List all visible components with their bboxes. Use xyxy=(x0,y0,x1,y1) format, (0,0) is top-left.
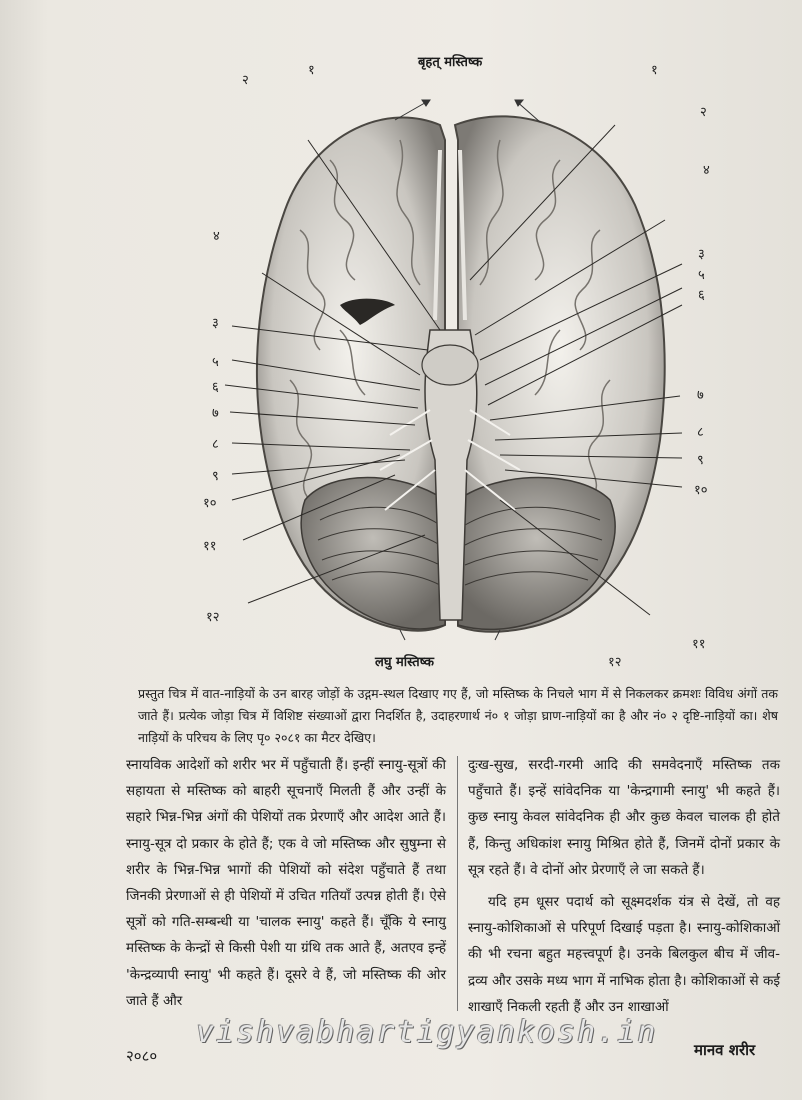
left-label-6: ६ xyxy=(212,380,219,395)
right-column xyxy=(468,752,780,1020)
right-label-6: ६ xyxy=(698,288,705,303)
left-label-11: ११ xyxy=(203,539,217,554)
figure-caption xyxy=(138,683,778,749)
figure-top-title: बृहत् मस्तिष्क xyxy=(418,55,483,70)
right-label-2: २ xyxy=(700,105,707,120)
left-label-8: ८ xyxy=(212,437,219,452)
left-label-12: १२ xyxy=(206,610,220,625)
right-label-12: १२ xyxy=(608,655,622,670)
right-column-paragraph-2: यदि हम धूसर पदार्थ को सूक्ष्मदर्शक यंत्र से देखें, तो वह स्नायु-कोशिकाओं से परिपूर्ण दिखाई पड़ता है। स्नायु-कोशिकाओं की भी रचना बहुत महत्त्वपूर्ण है। उनके बिलकुल बीच में जीव-द्रव्य और उसके मध्य भाग में नाभिक होता है। कोशिकाओं से कई शाखाएँ निकली रहती हैं और उन शाखाओं xyxy=(468,894,780,1015)
left-label-7: ७ xyxy=(212,406,219,421)
right-label-3: ४ xyxy=(703,163,710,178)
right-label-8: ८ xyxy=(697,425,704,440)
left-label-9: ९ xyxy=(212,469,219,484)
page-number: २०८० xyxy=(126,1047,158,1065)
right-label-1: १ xyxy=(651,63,658,78)
left-label-1: २ xyxy=(242,73,249,88)
book-title: मानव शरीर xyxy=(694,1041,756,1059)
column-divider xyxy=(457,756,458,1011)
right-column-paragraph-1: दुःख-सुख, सरदी-गरमी आदि की समवेदनाएँ मस्तिष्क तक पहुँचाते हैं। इन्हें सांवेदनिक या 'केन्द्रगामी स्नायु' भी कहते हैं। कुछ स्नायु केवल सांवेदनिक ही और कुछ केवल चालक ही होते हैं, किन्तु अधिकांश स्नायु मिश्रित होते हैं, जिनमें दोनों प्रकार के सूत्र रहते हैं। वे दोनों ओर प्रेरणाएँ ले जा सकते हैं। xyxy=(468,757,780,878)
figure-bottom-title: लघु मस्तिष्क xyxy=(375,655,434,670)
caption-text: प्रस्तुत चित्र में वात-नाड़ियों के उन बारह जोड़ों के उद्गम-स्थल दिखाए गए हैं, जो मस्तिष्क के निचले भाग में से निकलकर क्रमशः विविध अंगों तक जाते हैं। प्रत्येक जोड़ा चित्र में विशिष्ट संख्याओं द्वारा निदर्शित है, उदाहरणार्थ नं० १ जोड़ा घ्राण-नाड़ियों का है और नं० २ दृष्टि-नाड़ियों का। शेष नाड़ियों के परिचय के लिए पृ० २०८१ का मैटर देखिए। xyxy=(138,686,778,745)
left-label-5: ५ xyxy=(212,355,219,370)
right-label-11: ११ xyxy=(692,637,706,652)
watermark: vishvabhartigyankosh.in xyxy=(196,1015,658,1050)
left-column-paragraph-1: स्नायविक आदेशों को शरीर भर में पहुँचाती हैं। इन्हीं स्नायु-सूत्रों की सहायता से मस्तिष्क को बाहरी सूचनाएँ मिलती हैं और उन्हीं के सहारे भिन्न-भिन्न अंगों की पेशियों तक प्रेरणाएँ और आदेश आते हैं। स्नायु-सूत्र दो प्रकार के होते हैं; एक वे जो मस्तिष्क और सुषुम्ना से शरीर के भिन्न-भिन्न भागों की पेशियों को संदेश पहुँचाते हैं तथा जिनकी प्रेरणाओं से ही पेशियों में उचित गतियाँ उत्पन्न होती हैं। ऐसे सूत्रों को गति-सम्बन्धी या 'चालक स्नायु' कहते हैं। चूँकि ये स्नायु मस्तिष्क के केन्द्रों से किसी पेशी या ग्रंथि तक आते हैं, अतएव इन्हें 'केन्द्रव्यापी स्नायु' भी कहते हैं। दूसरे वे हैं, जो मस्तिष्क की ओर जाते हैं और xyxy=(126,757,446,1009)
left-label-2: १ xyxy=(308,63,315,78)
right-label-10: १० xyxy=(694,483,708,498)
left-label-3: ४ xyxy=(213,229,220,244)
brain-figure xyxy=(0,30,802,680)
right-label-5: ५ xyxy=(698,268,705,283)
brain-illustration xyxy=(0,30,802,680)
right-label-4: ३ xyxy=(698,247,705,262)
left-label-10: १० xyxy=(203,496,217,511)
left-column xyxy=(126,752,446,1014)
left-label-4: ३ xyxy=(212,316,219,331)
right-label-9: ९ xyxy=(697,453,704,468)
right-label-7: ७ xyxy=(697,388,704,403)
